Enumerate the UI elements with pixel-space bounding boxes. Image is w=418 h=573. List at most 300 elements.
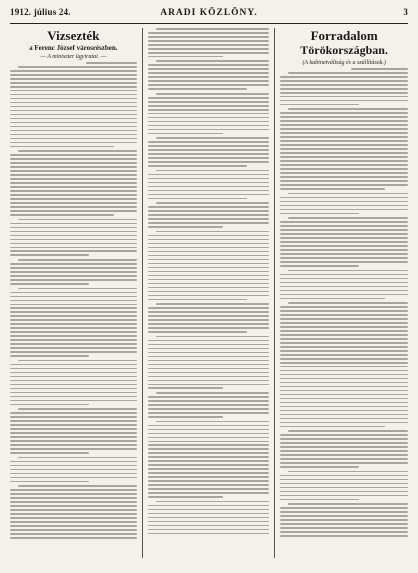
text-line: [280, 124, 408, 126]
text-line: [280, 418, 408, 420]
text-line: [10, 525, 137, 527]
text-line: [280, 310, 408, 312]
text-line: [280, 374, 408, 376]
text-line: [280, 358, 408, 360]
text-line: [280, 507, 408, 509]
text-line: [280, 233, 408, 235]
text-line: [280, 531, 408, 533]
right-article-body: [280, 72, 408, 537]
text-line: [148, 311, 270, 313]
text-line: [148, 40, 270, 42]
text-line: [18, 288, 137, 290]
text-line: [10, 114, 137, 116]
text-line: [10, 231, 137, 233]
text-line: [280, 446, 408, 448]
text-line: [148, 529, 270, 531]
text-line: [10, 517, 137, 519]
text-line: [156, 501, 270, 503]
text-line: [156, 303, 270, 305]
text-line: [148, 307, 270, 309]
text-line: [148, 214, 270, 216]
text-line: [10, 533, 137, 535]
text-line: [10, 505, 137, 507]
text-line: [148, 226, 223, 228]
text-line: [280, 338, 408, 340]
text-line: [280, 330, 408, 332]
text-line: [280, 144, 408, 146]
text-line: [10, 250, 137, 252]
text-line: [10, 327, 137, 329]
text-line: [148, 356, 270, 358]
text-line: [10, 94, 137, 96]
text-line: [280, 261, 408, 263]
text-line: [148, 109, 270, 111]
text-line: [288, 430, 408, 432]
text-line: [148, 380, 270, 382]
text-line: [280, 402, 408, 404]
text-line: [280, 406, 408, 408]
text-line: [148, 295, 270, 297]
text-line: [10, 493, 137, 495]
text-line: [10, 351, 137, 353]
text-line: [148, 376, 270, 378]
text-line: [10, 473, 137, 475]
middle-article-body: [148, 28, 270, 534]
text-line: [10, 243, 137, 245]
text-line: [148, 88, 248, 90]
text-line: [280, 483, 408, 485]
text-line: [10, 355, 89, 357]
text-line: [18, 66, 137, 68]
text-line: [280, 378, 408, 380]
text-line: [10, 126, 137, 128]
text-line: [148, 194, 270, 196]
text-line: [148, 364, 270, 366]
text-line: [148, 340, 270, 342]
text-line: [280, 237, 408, 239]
text-line: [10, 90, 137, 92]
text-line: [10, 364, 137, 366]
right-article-dateline: [280, 68, 408, 70]
text-line: [148, 404, 270, 406]
text-line: [280, 434, 408, 436]
text-line: [10, 465, 137, 467]
text-line: [280, 523, 408, 525]
text-line: [280, 326, 408, 328]
text-line: [280, 148, 408, 150]
text-line: [10, 428, 137, 430]
text-line: [148, 429, 270, 431]
text-line: [148, 206, 270, 208]
text-line: [156, 421, 270, 423]
text-line: [280, 535, 408, 537]
text-line: [280, 426, 385, 428]
text-line: [148, 323, 270, 325]
text-line: [280, 346, 408, 348]
text-line: [10, 70, 137, 72]
text-line: [10, 142, 137, 144]
text-line: [148, 259, 270, 261]
text-line: [148, 141, 270, 143]
text-line: [148, 327, 270, 329]
text-line: [148, 464, 270, 466]
text-line: [10, 275, 137, 277]
text-line: [10, 452, 89, 454]
text-line: [10, 118, 137, 120]
text-line: [280, 298, 385, 300]
right-article-headline: Forradalom: [310, 28, 378, 43]
text-line: [10, 396, 137, 398]
left-article-kicker: — A miniszter ügyiratai. —: [40, 54, 107, 60]
text-line: [10, 513, 137, 515]
text-line: [148, 190, 270, 192]
text-line: [156, 28, 270, 30]
right-article-subheadline: Törökországban.: [300, 43, 388, 57]
text-line: [10, 432, 137, 434]
text-line: [148, 400, 270, 402]
text-line: [156, 202, 270, 204]
text-line: [148, 509, 270, 511]
text-line: [10, 296, 137, 298]
text-line: [148, 368, 270, 370]
text-line: [280, 100, 408, 102]
text-line: [280, 386, 408, 388]
text-line: [280, 499, 359, 501]
text-line: [156, 170, 270, 172]
text-line: [280, 221, 408, 223]
text-line: [148, 331, 248, 333]
left-article-headline: Vizsezték: [47, 28, 100, 43]
text-line: [280, 314, 408, 316]
text-line: [280, 249, 408, 251]
text-line: [148, 387, 223, 389]
text-line: [10, 384, 137, 386]
text-line: [280, 213, 359, 215]
text-line: [148, 149, 270, 151]
column-left: [10, 28, 143, 558]
text-line: [148, 521, 270, 523]
text-line: [280, 140, 408, 142]
text-line: [10, 461, 137, 463]
text-line: [280, 450, 408, 452]
text-line: [10, 86, 137, 88]
text-line: [148, 178, 270, 180]
text-line: [280, 176, 408, 178]
text-line: [148, 56, 223, 58]
text-line: [18, 219, 137, 221]
text-line: [148, 441, 270, 443]
text-line: [280, 410, 408, 412]
text-line: [280, 180, 408, 182]
text-line: [148, 496, 223, 498]
text-line: [280, 156, 408, 158]
left-article-dateline: [10, 62, 137, 64]
text-line: [10, 190, 137, 192]
text-line: [148, 247, 270, 249]
text-line: [148, 84, 270, 86]
text-line: [148, 153, 270, 155]
text-line: [280, 422, 408, 424]
text-line: [280, 362, 408, 364]
text-line: [280, 241, 408, 243]
text-line: [148, 480, 270, 482]
text-line: [148, 348, 270, 350]
text-line: [10, 497, 137, 499]
text-line: [280, 366, 408, 368]
text-line: [10, 380, 137, 382]
text-line: [10, 130, 137, 132]
text-line: [148, 76, 270, 78]
text-line: [280, 354, 408, 356]
text-line: [148, 315, 270, 317]
text-line: [10, 481, 89, 483]
text-line: [148, 319, 270, 321]
text-line: [280, 475, 408, 477]
text-line: [148, 239, 270, 241]
text-line: [148, 291, 270, 293]
text-line: [148, 492, 270, 494]
text-line: [10, 194, 137, 196]
text-line: [148, 68, 270, 70]
text-line: [18, 408, 137, 410]
text-line: [10, 404, 89, 406]
text-line: [148, 243, 270, 245]
text-line: [148, 105, 270, 107]
text-line: [10, 420, 137, 422]
text-line: [280, 322, 408, 324]
text-line: [280, 306, 408, 308]
text-line: [148, 275, 270, 277]
text-line: [10, 416, 137, 418]
text-line: [148, 360, 270, 362]
text-line: [280, 209, 408, 211]
text-line: [280, 511, 408, 513]
text-line: [10, 227, 137, 229]
text-line: [280, 286, 408, 288]
text-line: [288, 217, 408, 219]
text-line: [10, 440, 137, 442]
text-line: [148, 32, 270, 34]
text-line: [10, 82, 137, 84]
text-line: [280, 104, 359, 106]
text-line: [18, 150, 137, 152]
text-line: [148, 121, 270, 123]
text-line: [148, 263, 270, 265]
text-line: [10, 223, 137, 225]
text-line: [148, 433, 270, 435]
text-line: [280, 164, 408, 166]
text-line: [10, 319, 137, 321]
text-line: [10, 202, 137, 204]
text-line: [280, 229, 408, 231]
text-line: [10, 335, 137, 337]
text-line: [280, 294, 408, 296]
text-line: [10, 469, 137, 471]
left-article-subheadline: a Ferenc József városrészben.: [29, 44, 118, 52]
text-line: [288, 302, 408, 304]
text-line: [148, 174, 270, 176]
text-line: [10, 239, 137, 241]
text-line: [148, 113, 270, 115]
text-line: [280, 257, 408, 259]
text-line: [148, 425, 270, 427]
text-line: [280, 414, 408, 416]
text-line: [10, 412, 137, 414]
text-line: [148, 513, 270, 515]
text-line: [280, 438, 408, 440]
text-line: [10, 448, 137, 450]
text-line: [148, 505, 270, 507]
text-line: [10, 78, 137, 80]
text-line: [148, 210, 270, 212]
text-line: [280, 88, 408, 90]
text-line: [148, 157, 270, 159]
text-line: [148, 222, 270, 224]
text-line: [148, 218, 270, 220]
text-line: [148, 299, 248, 301]
text-line: [10, 247, 137, 249]
text-line: [148, 468, 270, 470]
text-line: [156, 336, 270, 338]
text-line: [280, 466, 359, 468]
text-line: [280, 491, 408, 493]
text-line: [10, 214, 114, 216]
text-line: [10, 376, 137, 378]
text-line: [10, 521, 137, 523]
page-header: [10, 7, 408, 21]
text-line: [280, 350, 408, 352]
text-line: [280, 334, 408, 336]
text-line: [148, 251, 270, 253]
text-line: [10, 388, 137, 390]
text-line: [148, 145, 270, 147]
text-line: [148, 97, 270, 99]
text-line: [10, 339, 137, 341]
text-line: [10, 300, 137, 302]
text-line: [148, 456, 270, 458]
text-line: [10, 134, 137, 136]
text-line: [10, 489, 137, 491]
text-line: [10, 138, 137, 140]
text-line: [10, 372, 137, 374]
text-line: [156, 392, 270, 394]
text-line: [148, 448, 270, 450]
text-line: [280, 152, 408, 154]
text-line: [10, 283, 89, 285]
text-line: [148, 117, 270, 119]
text-line: [280, 225, 408, 227]
text-line: [148, 412, 270, 414]
text-line: [148, 384, 270, 386]
text-line: [10, 178, 137, 180]
text-line: [148, 283, 270, 285]
text-line: [10, 529, 137, 531]
text-line: [280, 197, 408, 199]
text-line: [10, 267, 137, 269]
text-line: [10, 254, 89, 256]
text-line: [148, 460, 270, 462]
text-line: [148, 416, 223, 418]
text-line: [10, 501, 137, 503]
text-line: [148, 271, 270, 273]
text-line: [280, 245, 408, 247]
text-line: [148, 182, 270, 184]
text-line: [10, 315, 137, 317]
text-line: [156, 93, 270, 95]
text-line: [18, 259, 137, 261]
header-rule: [10, 23, 408, 24]
text-line: [148, 48, 270, 50]
column-layout: [10, 28, 408, 558]
text-line: [10, 206, 137, 208]
text-line: [10, 323, 137, 325]
text-line: [10, 182, 137, 184]
text-line: [10, 347, 137, 349]
text-line: [280, 487, 408, 489]
text-line: [280, 382, 408, 384]
text-line: [280, 442, 408, 444]
text-line: [148, 235, 270, 237]
text-line: [280, 92, 408, 94]
text-line: [280, 116, 408, 118]
text-line: [280, 80, 408, 82]
text-line: [280, 274, 408, 276]
text-line: [148, 437, 270, 439]
text-line: [156, 231, 270, 233]
text-line: [148, 36, 270, 38]
text-line: [148, 488, 270, 490]
text-line: [288, 108, 408, 110]
text-line: [10, 102, 137, 104]
text-line: [280, 128, 408, 130]
text-line: [148, 352, 270, 354]
text-line: [10, 424, 137, 426]
text-line: [280, 201, 408, 203]
text-line: [148, 287, 270, 289]
text-line: [280, 96, 408, 98]
text-line: [156, 60, 270, 62]
text-line: [10, 279, 137, 281]
text-line: [148, 186, 270, 188]
text-line: [148, 472, 270, 474]
text-line: [10, 154, 137, 156]
text-line: [10, 174, 137, 176]
text-line: [280, 479, 408, 481]
text-line: [280, 454, 408, 456]
text-line: [280, 132, 408, 134]
text-line: [148, 517, 270, 519]
text-line: [148, 267, 270, 269]
text-line: [10, 292, 137, 294]
text-line: [280, 458, 408, 460]
text-line: [148, 408, 270, 410]
text-line: [280, 398, 408, 400]
text-line: [148, 525, 270, 527]
text-line: [148, 101, 270, 103]
text-line: [10, 537, 137, 539]
left-article-body: [10, 66, 137, 539]
text-line: [10, 166, 137, 168]
text-line: [10, 509, 137, 511]
text-line: [18, 360, 137, 362]
text-line: [280, 160, 408, 162]
text-line: [280, 205, 408, 207]
issue-date: 1912. július 24.: [10, 7, 71, 17]
text-line: [280, 84, 408, 86]
text-line: [280, 120, 408, 122]
text-line: [10, 304, 137, 306]
text-line: [10, 400, 137, 402]
